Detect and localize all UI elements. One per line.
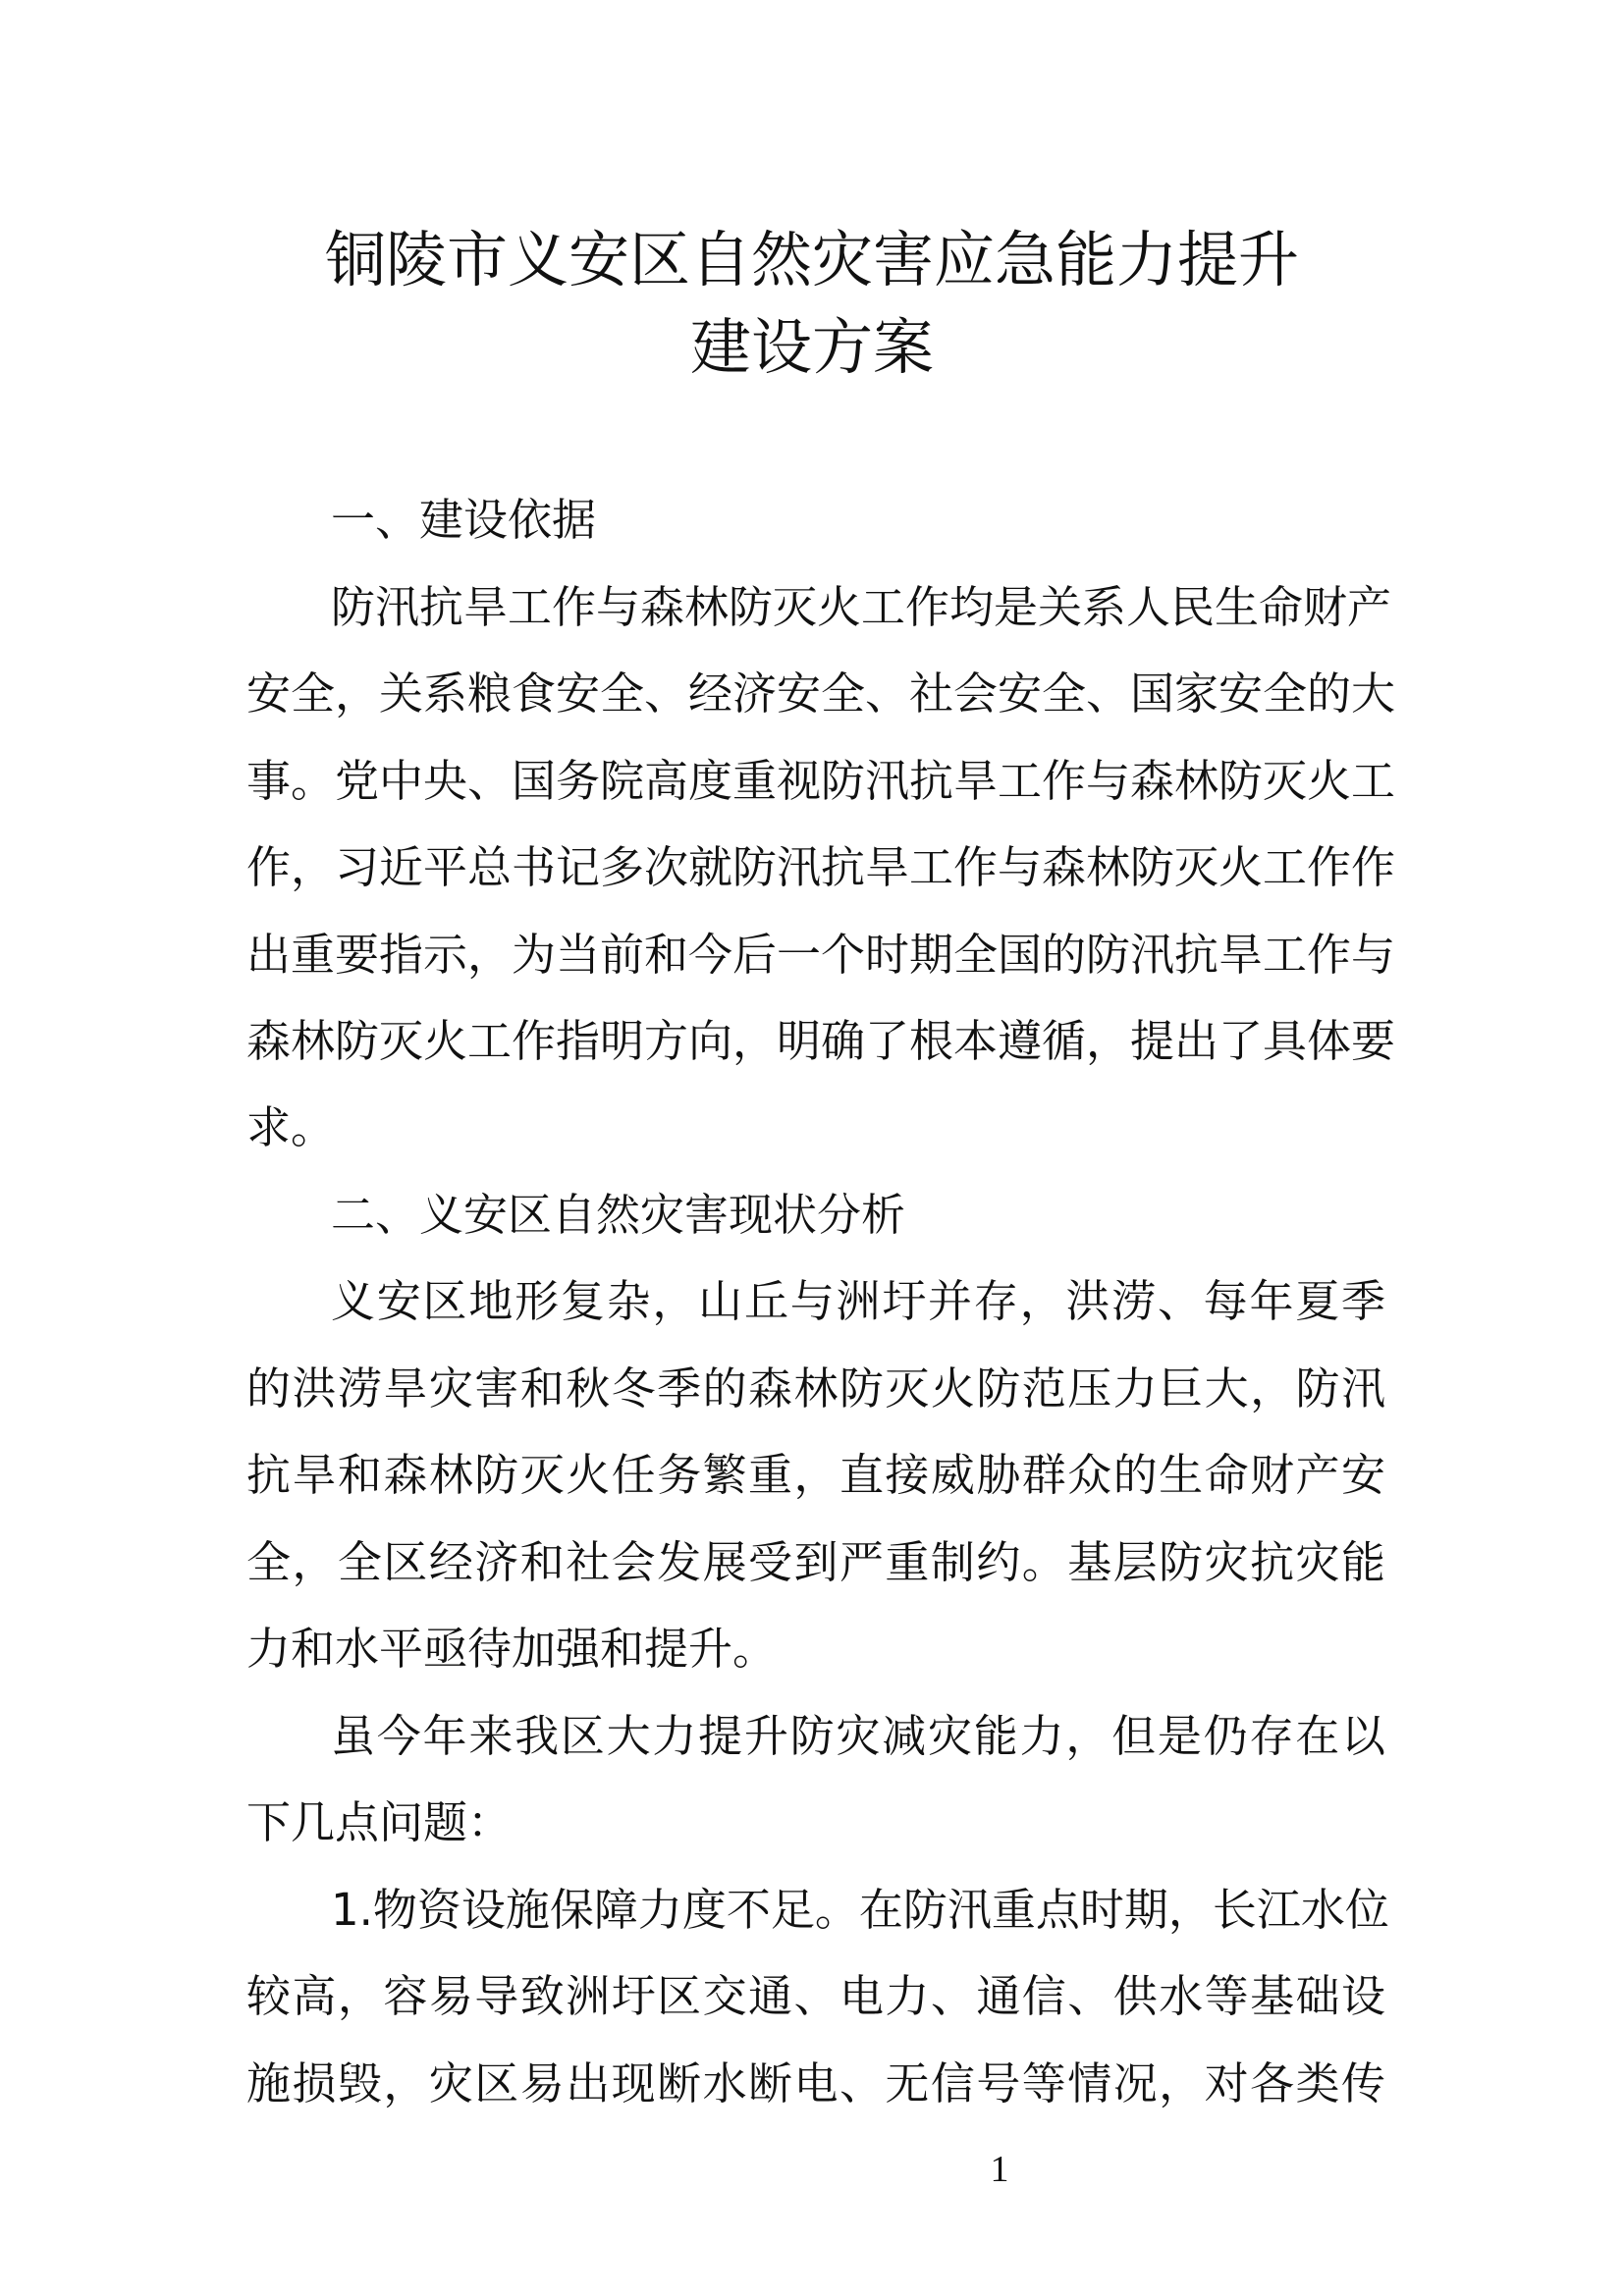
- paragraph-line: 抗旱和森林防灭火任务繁重，直接威胁群众的生命财产安: [246, 1449, 1385, 1501]
- paragraph-line: 森林防灭火工作指明方向，明确了根本遵循，提出了具体要: [246, 1015, 1396, 1067]
- document-title-line-1: 铜陵市义安区自然灾害应急能力提升: [324, 224, 1299, 295]
- paragraph-line: 力和水平亟待加强和提升。: [246, 1623, 778, 1675]
- page-number: 1: [990, 2149, 1009, 2190]
- paragraph-line: 较高，容易导致洲圩区交通、电力、通信、供水等基础设: [246, 1970, 1385, 2022]
- paragraph-line: 施损毁，灾区易出现断水断电、无信号等情况，对各类传: [246, 2057, 1385, 2109]
- section-heading-2: 二、义安区自然灾害现状分析: [331, 1189, 906, 1241]
- paragraph-line: 义安区地形复杂，山丘与洲圩并存，洪涝、每年夏季: [331, 1275, 1385, 1327]
- paragraph-line: 安全，关系粮食安全、经济安全、社会安全、国家安全的大: [246, 667, 1396, 720]
- paragraph-line: 1.物资设施保障力度不足。在防汛重点时期，长江水位: [331, 1884, 1389, 1936]
- paragraph-line: 防汛抗旱工作与森林防灭火工作均是关系人民生命财产: [331, 581, 1392, 633]
- paragraph-line: 求。: [246, 1101, 336, 1153]
- paragraph-line: 事。党中央、国务院高度重视防汛抗旱工作与森林防灭火工: [246, 755, 1396, 807]
- section-heading-1: 一、建设依据: [331, 494, 597, 546]
- paragraph-line: 作，习近平总书记多次就防汛抗旱工作与森林防灭火工作作: [246, 841, 1396, 893]
- paragraph-line: 的洪涝旱灾害和秋冬季的森林防灭火防范压力巨大，防汛: [246, 1362, 1385, 1415]
- paragraph-line: 出重要指示，为当前和今后一个时期全国的防汛抗旱工作与: [246, 929, 1396, 981]
- paragraph-line: 虽今年来我区大力提升防灾减灾能力，但是仍存在以: [331, 1710, 1385, 1762]
- paragraph-line: 全，全区经济和社会发展受到严重制约。基层防灾抗灾能: [246, 1536, 1385, 1588]
- paragraph-line: 下几点问题：: [246, 1796, 513, 1848]
- document-title-line-2: 建设方案: [689, 311, 934, 383]
